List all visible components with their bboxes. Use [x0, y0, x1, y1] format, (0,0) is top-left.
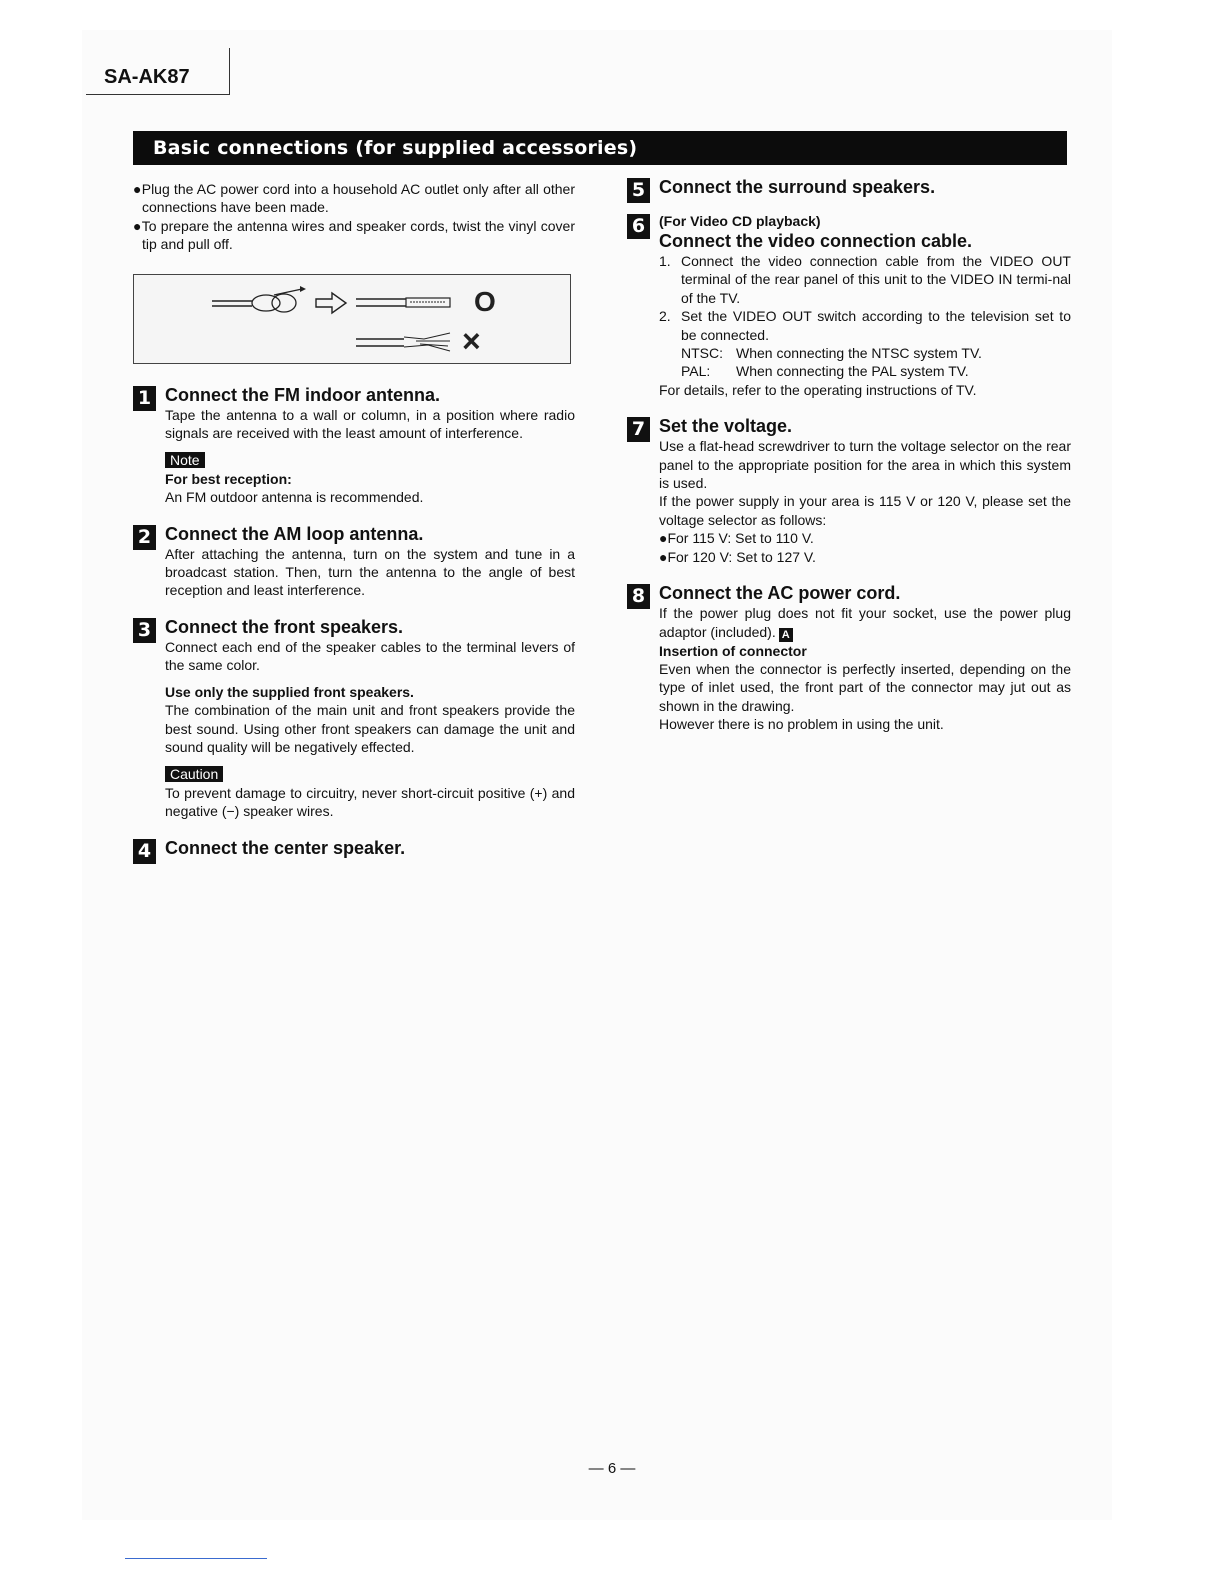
model-number: SA-AK87: [104, 66, 190, 88]
arrow-head-icon: [300, 286, 306, 292]
list-number: 2.: [659, 308, 671, 325]
step-number-badge: 8: [627, 584, 650, 609]
step-pre-title: (For Video CD playback): [659, 213, 821, 229]
voltage-bullet: ●For 115 V: Set to 110 V.: [659, 530, 814, 547]
step-title: Set the voltage.: [659, 416, 793, 437]
caution-tag: Caution: [165, 766, 223, 782]
note-text: An FM outdoor antenna is recommended.: [165, 489, 424, 506]
step-body-text: If the power plug does not fit your socket, use the power plug adaptor (included).: [659, 605, 1071, 640]
step-title: Connect the front speakers.: [165, 616, 404, 637]
right-column: [627, 176, 1071, 734]
list-text: Connect the video connection cable from the VIDEO OUT terminal of the rear panel of this unit to the VIDEO IN termi-nal of the TV.: [681, 253, 1071, 306]
step-number-badge: 3: [133, 618, 156, 643]
step-title: Connect the AM loop antenna.: [165, 523, 424, 544]
step-5: [627, 176, 1071, 201]
step-number-badge: 1: [133, 386, 156, 411]
left-column: [133, 180, 575, 862]
step-8: [627, 582, 1071, 733]
figure-ref-icon: A: [779, 628, 793, 642]
frayed-end-icon: [404, 333, 450, 351]
correct-mark: O: [474, 285, 496, 317]
note-heading: For best reception:: [165, 470, 292, 487]
step-number-badge: 6: [627, 214, 650, 239]
definition-term: NTSC:: [681, 345, 723, 362]
step-body: Connect each end of the speaker cables to the terminal levers of the same color.: [165, 638, 575, 674]
section-banner: [133, 131, 1067, 165]
step-title: Connect the center speaker.: [165, 837, 406, 858]
definition-row: [659, 362, 1071, 380]
step-title: Connect the surround speakers.: [659, 177, 936, 197]
list-number: 1.: [659, 253, 671, 269]
intro-bullet: ●Plug the AC power cord into a household AC outlet only after all other connections have been made.: [133, 181, 575, 216]
sub-body: Even when the connector is perfectly inserted, depending on the type of inlet used, the front part of the connector may jut out as shown in the drawing.: [659, 660, 1071, 714]
step-title: Connect the video connection cable.: [659, 231, 973, 251]
page-number: — 6 —: [588, 1460, 636, 1477]
step-number-badge: 5: [627, 178, 650, 203]
caution-text: To prevent damage to circuitry, never short-circuit positive (+) and negative (−) speaker wires.: [165, 784, 575, 820]
twist-icon: [252, 295, 280, 311]
intro-bullet: ●To prepare the antenna wires and speaker cords, twist the vinyl cover tip and pull off.: [133, 217, 575, 253]
step-footer: For details, refer to the operating instructions of TV.: [659, 381, 977, 398]
list-item: [659, 307, 1071, 344]
sub-body: However there is no problem in using the unit.: [659, 716, 944, 733]
step-body: [659, 604, 1071, 641]
twist-icon: [272, 294, 296, 312]
arrow-right-icon: [316, 293, 346, 313]
step-title: Connect the AC power cord.: [659, 583, 901, 604]
step-3: [133, 616, 575, 821]
step-number-badge: 2: [133, 525, 156, 550]
step-body: Use a flat-head screwdriver to turn the voltage selector on the rear panel to the appropriate position for the area in which this system is used.: [659, 438, 1071, 492]
voltage-bullet: ●For 120 V: Set to 127 V.: [659, 548, 816, 565]
step-7: [627, 415, 1071, 566]
header-rule-vertical: [229, 48, 230, 95]
step-body: Tape the antenna to a wall or column, in a position where radio signals are received with the least amount of interference.: [165, 406, 575, 442]
step-1: [133, 384, 575, 507]
header-rule: [86, 94, 230, 95]
definition-desc: When connecting the PAL system TV.: [736, 363, 969, 380]
wire-preparation-diagram: [134, 275, 570, 363]
wrong-mark: ×: [462, 322, 481, 359]
step-title: Connect the FM indoor antenna.: [165, 384, 440, 405]
list-item: [659, 252, 1071, 307]
step-4: [133, 837, 575, 862]
definition-row: [659, 344, 1071, 362]
sub-body: The combination of the main unit and front speakers provide the best sound. Using other front speakers can damage the unit and sound quality will be negatively effected.: [165, 702, 575, 755]
step-body: After attaching the antenna, turn on the system and tune in a broadcast station. Then, turn the antenna to the angle of best reception and least interference.: [165, 545, 575, 599]
step-6: [627, 212, 1071, 399]
note-tag: Note: [165, 452, 205, 468]
step-body: If the power supply in your area is 115 V or 120 V, please set the voltage selector as follows:: [659, 493, 1071, 528]
list-text: Set the VIDEO OUT switch according to the television set to be connected.: [681, 308, 1071, 343]
step-2: [133, 523, 575, 600]
footer-rule: [125, 1558, 267, 1559]
definition-desc: When connecting the NTSC system TV.: [736, 345, 982, 362]
sub-heading: Insertion of connector: [659, 642, 807, 659]
wire-preparation-figure: [133, 274, 571, 364]
step-number-badge: 4: [133, 839, 156, 864]
sub-heading: Use only the supplied front speakers.: [165, 683, 414, 700]
section-title: Basic connections (for supplied accessories): [153, 137, 638, 159]
definition-term: PAL:: [681, 363, 711, 380]
step-number-badge: 7: [627, 417, 650, 442]
